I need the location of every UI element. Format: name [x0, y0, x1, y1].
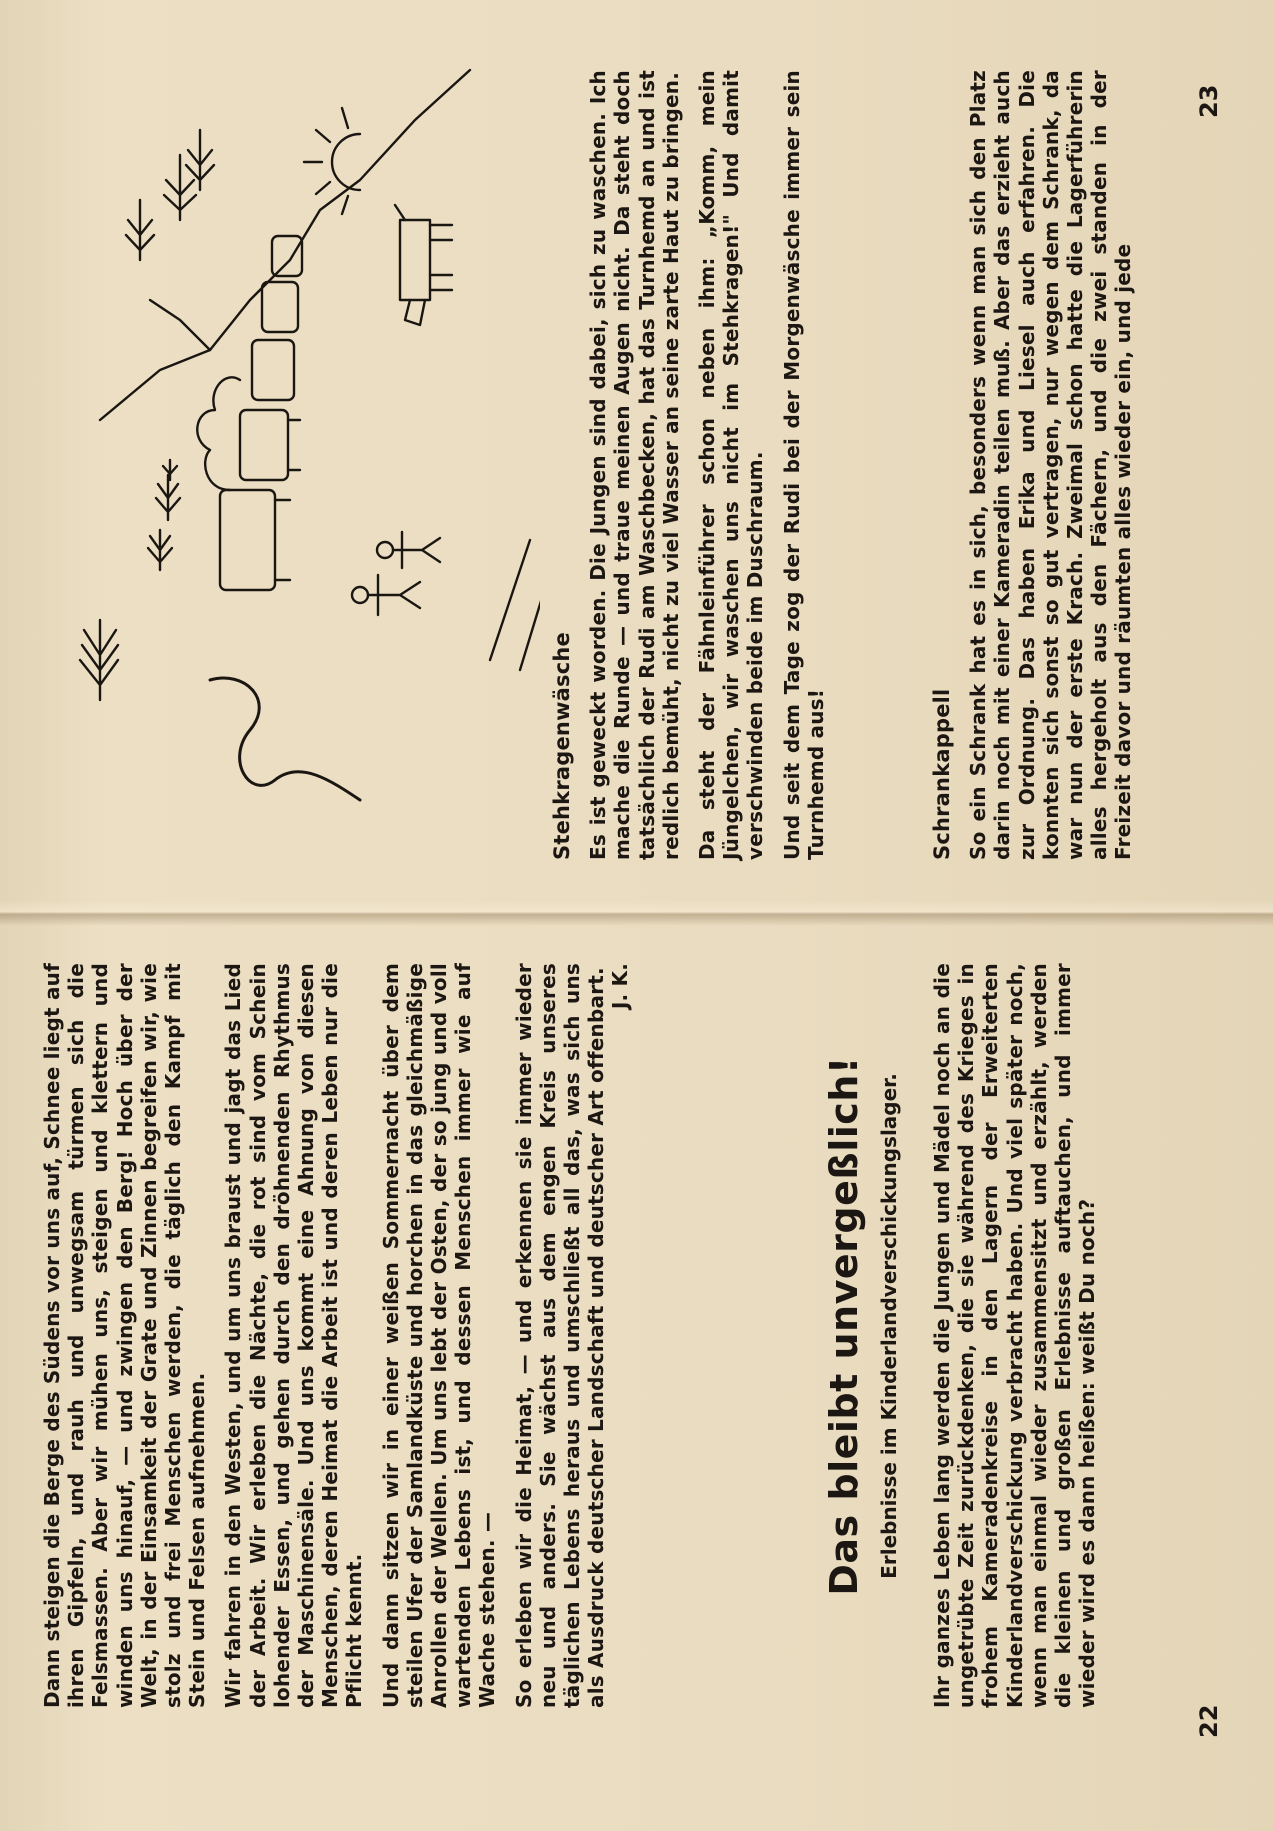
- article-body: [930, 963, 1111, 1708]
- train: [197, 236, 302, 590]
- paragraph-east: Und dann sitzen wir in einer weißen Sommernacht über dem steilen Ufer der Samlandküste und horchen in das gleichmäßige Anrollen der Wellen. Um uns lebt der Osten, der so jung und voll wartenden Lebens ist, und dessen Menschen immer wie auf Wache stehen. —: [378, 963, 500, 1708]
- mountain-outline: [100, 70, 470, 420]
- article-subtitle: Erlebnisse im Kinderlandverschickungslager.: [877, 1073, 901, 1579]
- signature: J. K.: [608, 963, 633, 1010]
- sun-ray: [316, 130, 330, 142]
- page-number-right: 23: [1195, 84, 1223, 118]
- sun-ray: [342, 108, 348, 128]
- sun-ray: [342, 196, 348, 214]
- paragraph: Es ist geweckt worden. Die Jungen sind dabei, sich zu waschen. Ich mache die Runde — und traue meinen Augen nicht. Da steht doch tatsächlich der Rudi am Waschbecken, hat das Turnhemd an und ist redlich bemüht, nicht zu viel Wasser an seine zarte Haut zu bringen.: [586, 70, 683, 860]
- page-right: [0, 0, 1273, 900]
- sun-ray: [316, 182, 330, 194]
- fir-trees: [80, 130, 214, 700]
- sun-arc: [332, 134, 360, 190]
- paragraph: Und seit dem Tage zog der Rudi bei der Morgenwäsche immer sein Turnhemd aus!: [779, 70, 828, 860]
- stehkragen-story: [550, 70, 840, 860]
- children-figures: [352, 532, 440, 615]
- page-left: [0, 926, 1273, 1831]
- landscape-illustration: [60, 60, 540, 820]
- paragraph-homeland: So erleben wir die Heimat, — und erkennen sie immer wieder neu und anders. Sie wächst aus dem engen Kreis unseres täglichen Lebens heraus und umschließt all das, was sich uns als Ausdruck deutscher Landschaft und deutscher Art offenbart.: [511, 963, 609, 1708]
- schrankappell-story: [930, 70, 1148, 860]
- cow: [395, 205, 452, 325]
- paragraph-mountains: Dann steigen die Berge des Südens vor uns auf, Schnee liegt auf ihren Gipfeln, und rauh und unwegsam türmen sich die Felsmassen. Aber wir mühen uns, steigen und klettern und winden uns hinauf, — und zwingen den Berg! Hoch über der Welt, in der Einsamkeit der Grate und Zinnen begreifen wir, wie stolz und frei Menschen werden, die täglich den Kampf mit Stein und Felsen aufnehmen.: [40, 963, 210, 1708]
- paragraph: So ein Schrank hat es in sich, besonders wenn man sich den Platz darin noch mit einer Kameradin teilen muß. Aber das erzieht auch zur Ordnung. Das haben Erika und Liesel auch erfahren. Die konnten sich sonst so gut vertragen, nur wegen dem Schrank, da war nun der erste Krach. Zweimal schon hatte die Lagerführerin alles hergeholt aus den Fächern, und die zwei standen in der Freizeit davor und räumten alles wieder ein, und jede: [966, 70, 1136, 860]
- article-title: Das bleibt unvergeßlich!: [822, 1056, 866, 1596]
- section-heading-schrankappell: Schrankappell: [930, 688, 954, 860]
- section-heading-stehkragen: Stehkragenwäsche: [550, 632, 574, 860]
- road-line: [210, 678, 360, 800]
- mountain-ridge: [150, 300, 210, 350]
- homeland-essay: [40, 963, 645, 1708]
- page-number-left: 22: [1195, 1704, 1223, 1738]
- smoke-cloud: [197, 377, 240, 490]
- article-paragraph: Ihr ganzes Leben lang werden die Jungen und Mädel noch an die ungetrübte Zeit zurückdenken, die sie während des Krieges in frohem Kameradenkreise in den Lagern der Erweiterten Kinderlandverschickung verbracht haben. Und viel später noch, wenn man einmal wieder zusammensitzt und erzählt, werden die kleinen und großen Erlebnisse auftauchen, und immer wieder wird es dann heißen: weißt Du noch?: [930, 963, 1100, 1708]
- field-stroke: [520, 555, 540, 670]
- paragraph: Da steht der Fähnleinführer schon neben ihm: „Komm, mein Jüngelchen, wir waschen uns nicht im Stehkragen!" Und damit verschwinden beide im Duschraum.: [695, 70, 768, 860]
- paragraph-west: Wir fahren in den Westen, und um uns braust und jagt das Lied der Arbeit. Wir erleben die Nächte, die rot sind vom Schein lohender Essen, und gehen durch den dröhnenden Rhythmus der Maschinensäle. Und uns kommt eine Ahnung von diesen Menschen, deren Heimat die Arbeit ist und deren Leben nur die Pflicht kennt.: [221, 963, 367, 1708]
- field-stroke: [490, 540, 530, 660]
- landscape-sketch: [60, 60, 540, 820]
- page-fold: [0, 900, 1273, 926]
